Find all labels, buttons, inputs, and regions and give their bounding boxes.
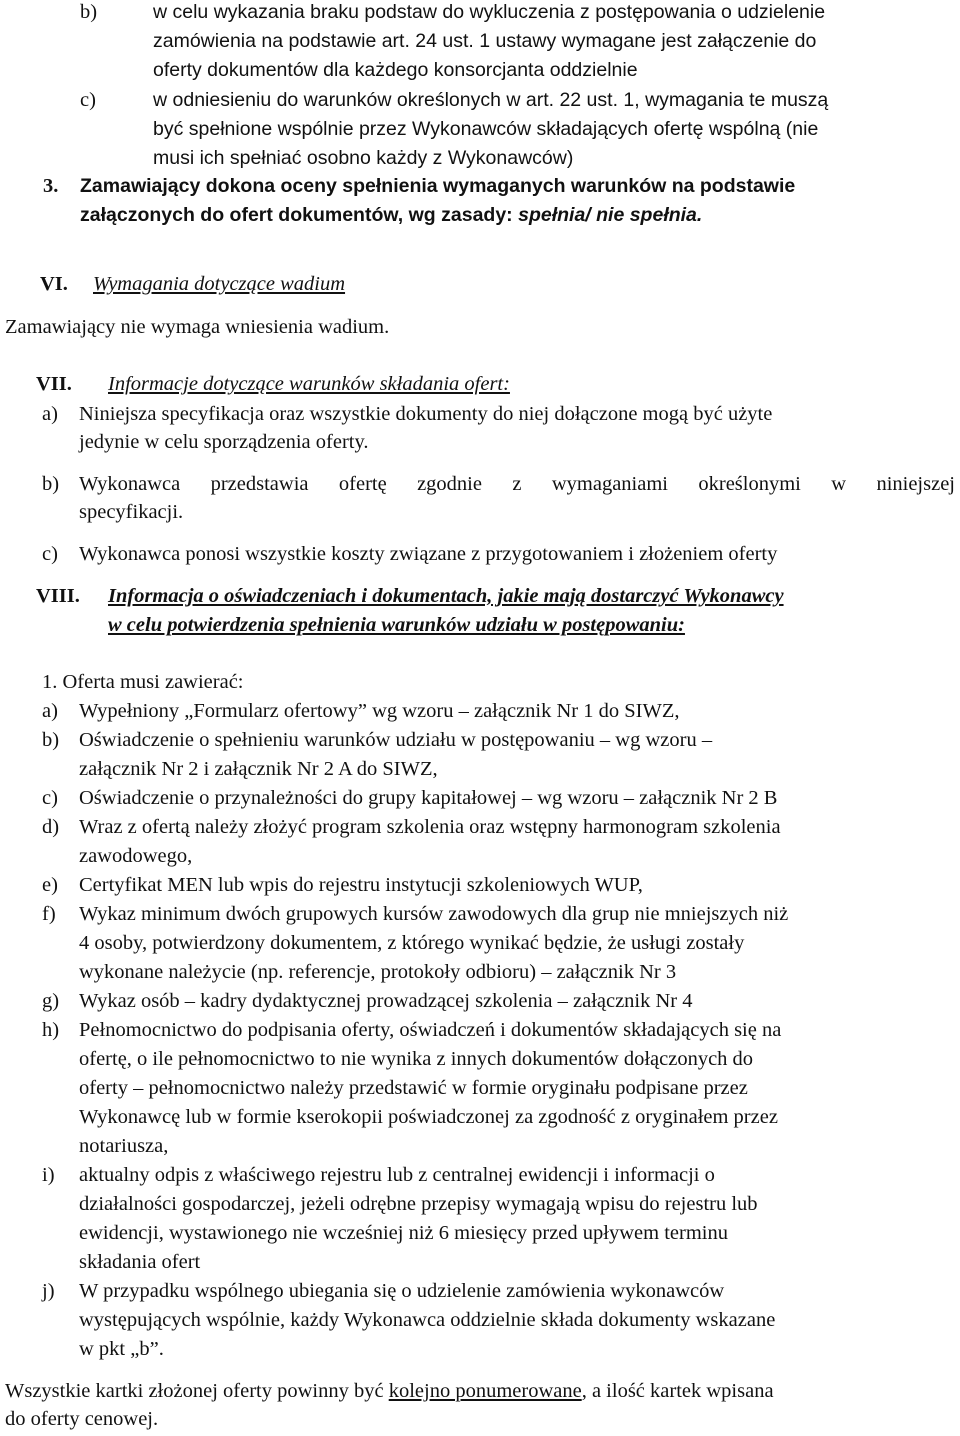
section-7-b-line: specyfikacji. <box>79 501 184 523</box>
list-item-h-line: Wykonawcę lub w formie kserokopii poświadczonej za zgodność z oryginałem przez <box>79 1106 778 1128</box>
section-8-title-line: w celu potwierdzenia spełnienia warunków udziału w postępowaniu: <box>108 614 685 636</box>
item-label-b: b) <box>80 1 98 23</box>
item-b-line: oferty dokumentów dla każdego konsorcjanta oddzielnie <box>153 59 638 81</box>
list-item-h-line: Pełnomocnictwo do podpisania oferty, oświadczeń i dokumentów składających się na <box>79 1019 782 1041</box>
section-7-label-c: c) <box>42 543 58 565</box>
list-item-d-line: zawodowego, <box>79 845 193 867</box>
item-b-line: w celu wykazania braku podstaw do wykluczenia z postępowania o udzielenie <box>153 1 826 23</box>
section-7-label-b: b) <box>42 473 60 495</box>
section-7-a-line: jedynie w celu sporządzenia oferty. <box>79 431 369 453</box>
closing-underlined-text: kolejno ponumerowane <box>388 1380 582 1402</box>
section-8-number: VIII. <box>36 585 80 607</box>
list-label-j: j) <box>42 1280 55 1302</box>
list-label-f: f) <box>42 903 56 925</box>
point-3-line <box>80 201 702 229</box>
list-item-j-line: w pkt „b”. <box>79 1338 164 1360</box>
list-label-i: i) <box>42 1164 55 1186</box>
point-3-bold-text: załączonych do ofert dokumentów, wg zasady: <box>80 204 519 226</box>
section-7-title: Informacje dotyczące warunków składania ofert: <box>108 373 510 395</box>
list-label-h: h) <box>42 1019 60 1041</box>
section-6-body: Zamawiający nie wymaga wniesienia wadium. <box>5 316 390 338</box>
list-item-a-line: Wypełniony „Formularz ofertowy” wg wzoru – załącznik Nr 1 do SIWZ, <box>79 700 680 722</box>
list-item-d-line: Wraz z ofertą należy złożyć program szkolenia oraz wstępny harmonogram szkolenia <box>79 816 781 838</box>
list-label-a: a) <box>42 700 58 722</box>
list-item-i-line: ewidencji, wystawionego nie wcześniej niż 6 miesięcy przed upływem terminu <box>79 1222 728 1244</box>
list-item-i-line: składania ofert <box>79 1251 201 1273</box>
section-6-number: VI. <box>40 273 68 295</box>
item-b-line: zamówienia na podstawie art. 24 ust. 1 ustawy wymagane jest załączenie do <box>153 30 817 52</box>
section-6-title: Wymagania dotyczące wadium <box>93 273 346 295</box>
item-label-c: c) <box>80 89 96 111</box>
closing-paragraph-line: do oferty cenowej. <box>5 1408 159 1430</box>
section-7-a-line: Niniejsza specyfikacja oraz wszystkie dokumenty do niej dołączone mogą być użyte <box>79 403 773 425</box>
section-7-b-line: Wykonawca przedstawia ofertę zgodnie z wymaganiami określonymi w niniejszej <box>79 473 955 495</box>
list-item-f-line: wykonane należycie (np. referencje, protokoły odbioru) – załącznik Nr 3 <box>79 961 677 983</box>
list-label-d: d) <box>42 816 60 838</box>
point-3-label: 3. <box>43 175 59 197</box>
list-item-j-line: występujących wspólnie, każdy Wykonawca oddzielnie składa dokumenty wskazane <box>79 1309 776 1331</box>
list-item-i-line: aktualny odpis z właściwego rejestru lub z centralnej ewidencji i informacji o <box>79 1164 715 1186</box>
closing-text: , a ilość kartek wpisana <box>581 1380 774 1402</box>
list-label-b: b) <box>42 729 60 751</box>
point-3-line: Zamawiający dokona oceny spełnienia wymaganych warunków na podstawie <box>80 175 796 197</box>
list-label-g: g) <box>42 990 60 1012</box>
list-item-b-line: Oświadczenie o spełnieniu warunków udziału w postępowaniu – wg wzoru – <box>79 729 713 751</box>
list-item-j-line: W przypadku wspólnego ubiegania się o udzielenie zamówienia wykonawców <box>79 1280 725 1302</box>
item-c-line: musi ich spełniać osobno każdy z Wykonawców) <box>153 147 574 169</box>
list-label-e: e) <box>42 874 58 896</box>
section-7-number: VII. <box>36 373 72 395</box>
section-8-title-line: Informacja o oświadczeniach i dokumentach, jakie mają dostarczyć Wykonawcy <box>108 585 784 607</box>
item-c-line: w odniesieniu do warunków określonych w art. 22 ust. 1, wymagania te muszą <box>153 89 829 111</box>
list-item-c-line: Oświadczenie o przynależności do grupy kapitałowej – wg wzoru – załącznik Nr 2 B <box>79 787 778 809</box>
list-item-h-line: ofertę, o ile pełnomocnictwo to nie wynika z innych dokumentów dołączonych do <box>79 1048 754 1070</box>
closing-text: Wszystkie kartki złożonej oferty powinny być <box>5 1380 389 1402</box>
section-8-point-1: 1. Oferta musi zawierać: <box>42 671 244 693</box>
list-item-i-line: działalności gospodarczej, jeżeli odrębne przepisy wymagają wpisu do rejestru lub <box>79 1193 758 1215</box>
list-item-f-line: Wykaz minimum dwóch grupowych kursów zawodowych dla grup nie mniejszych niż <box>79 903 789 925</box>
list-label-c: c) <box>42 787 58 809</box>
section-7-c-line: Wykonawca ponosi wszystkie koszty związane z przygotowaniem i złożeniem oferty <box>79 543 778 565</box>
section-7-label-a: a) <box>42 403 58 425</box>
list-item-g-line: Wykaz osób – kadry dydaktycznej prowadzącej szkolenia – załącznik Nr 4 <box>79 990 693 1012</box>
list-item-h-line: notariusza, <box>79 1135 169 1157</box>
list-item-b-line: załącznik Nr 2 i załącznik Nr 2 A do SIWZ, <box>79 758 438 780</box>
closing-paragraph-line <box>5 1377 774 1405</box>
list-item-f-line: 4 osoby, potwierdzony dokumentem, z którego wynikać będzie, że usługi zostały <box>79 932 745 954</box>
point-3-italic-text: spełnia/ nie spełnia. <box>518 204 703 226</box>
list-item-h-line: oferty – pełnomocnictwo należy przedstawić w formie oryginału podpisane przez <box>79 1077 748 1099</box>
item-c-line: być spełnione wspólnie przez Wykonawców składających ofertę wspólną (nie <box>153 118 819 140</box>
list-item-e-line: Certyfikat MEN lub wpis do rejestru instytucji szkoleniowych WUP, <box>79 874 643 896</box>
